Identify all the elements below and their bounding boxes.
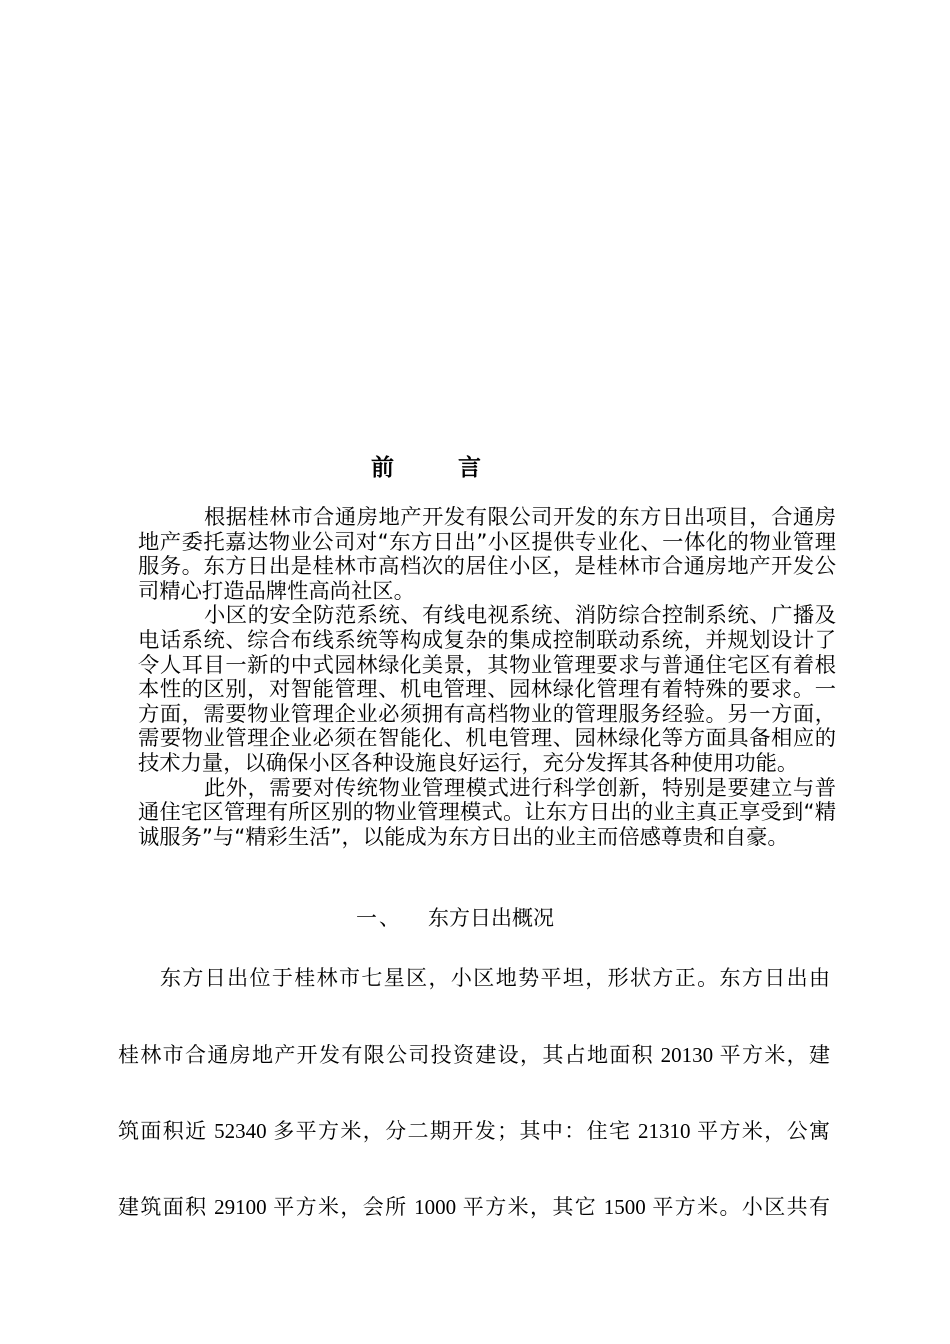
overview-line: 桂林市合通房地产开发有限公司投资建设，其占地面积 20130 平方米，建 xyxy=(118,1043,830,1067)
page-title: 前 言 xyxy=(370,454,509,481)
preface-paragraph: 根据桂林市合通房地产开发有限公司开发的东方日出项目，合通房地产委托嘉达物业公司对“东方日出”小区提供专业化、一体化的物业管理服务。东方日出是桂林市高档次的居住小区，是桂林市合通房地产开发公司精心打造品牌性高尚社区。 xyxy=(138,505,836,604)
preface-paragraph: 小区的安全防范系统、有线电视系统、消防综合控制系统、广播及电话系统、综合布线系统等构成复杂的集成控制联动系统，并规划设计了令人耳目一新的中式园林绿化美景，其物业管理要求与普通住宅区有着根本性的区别，对智能管理、机电管理、园林绿化管理有着特殊的要求。一方面，需要物业管理企业必须拥有高档物业的管理服务经验。另一方面，需要物业管理企业必须在智能化、机电管理、园林绿化等方面具备相应的技术力量，以确保小区各种设施良好运行，充分发挥其各种使用功能。 xyxy=(138,603,836,776)
section-title: 东方日出概况 xyxy=(428,906,554,930)
section-number: 一、 xyxy=(356,906,402,930)
overview-line: 筑面积近 52340 多平方米，分二期开发；其中：住宅 21310 平方米，公寓 xyxy=(118,1119,830,1143)
preface-body xyxy=(138,506,836,850)
overview-line: 东方日出位于桂林市七星区，小区地势平坦，形状方正。东方日出由 xyxy=(160,966,830,990)
preface-paragraph: 此外，需要对传统物业管理模式进行科学创新，特别是要建立与普通住宅区管理有所区别的物业管理模式。让东方日出的业主真正享受到“精诚服务”与“精彩生活”，以能成为东方日出的业主而倍感尊贵和自豪。 xyxy=(138,775,836,850)
section-heading xyxy=(356,904,554,932)
overview-line: 建筑面积 29100 平方米，会所 1000 平方米，其它 1500 平方米。小区共有 xyxy=(118,1195,830,1219)
